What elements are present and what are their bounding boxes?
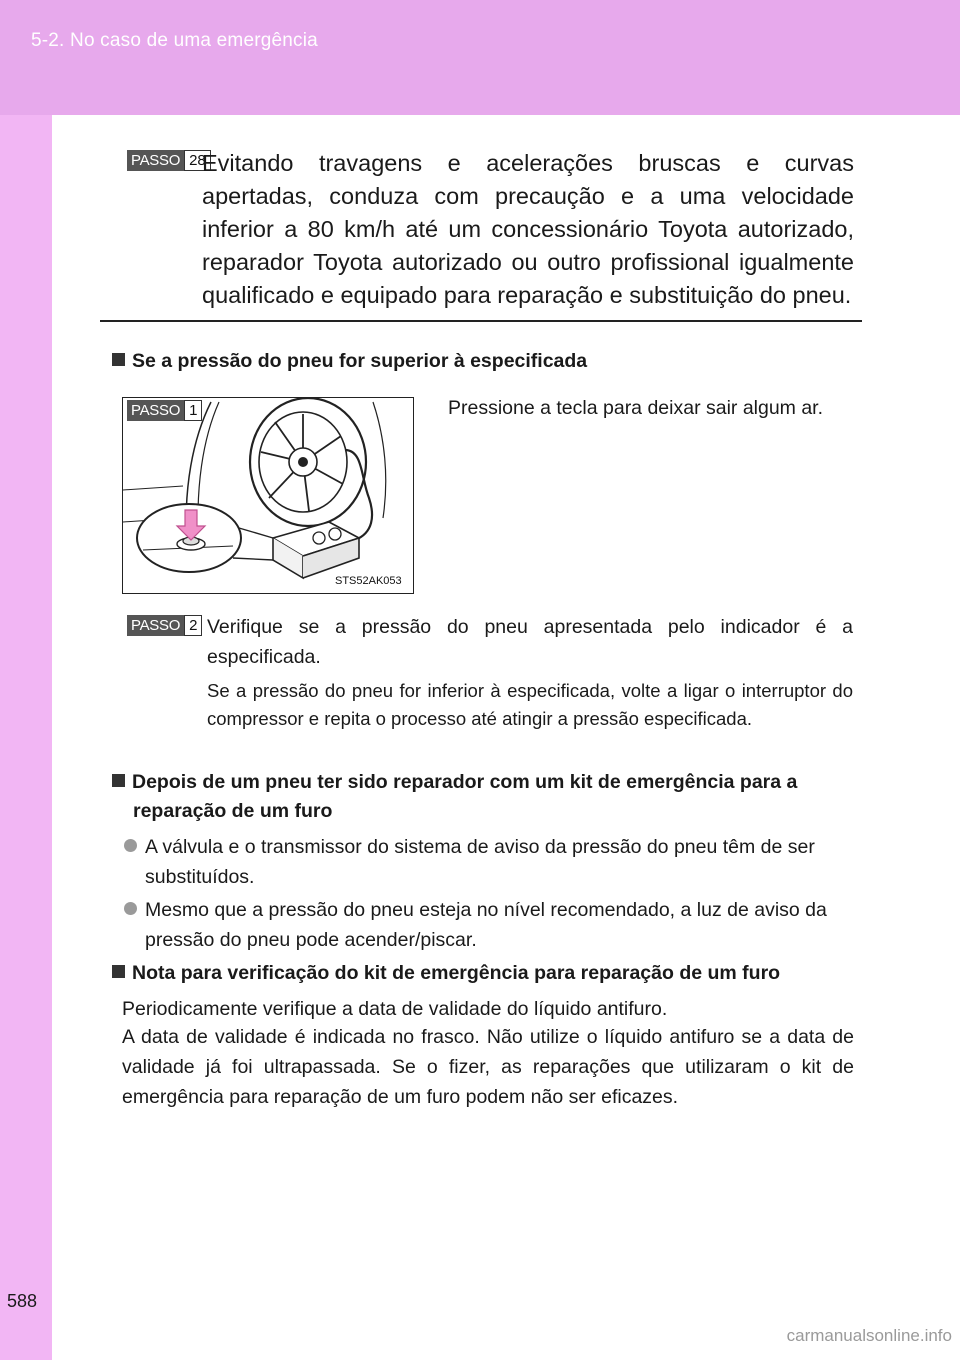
step-badge-2 (127, 615, 202, 636)
circle-bullet-icon (124, 839, 137, 852)
step-badge-number: 1 (184, 400, 202, 421)
step-badge-number: 28 (184, 150, 211, 171)
heading-high-pressure (112, 347, 862, 376)
kit-check-text-2: A data de validade é indicada no frasco. Não utilize o líquido antifuro se a data de validade já foi ultrapassada. Se o fizer, as reparações que utilizaram o kit de emergência para reparação de um furo podem não ser eficazes. (122, 1026, 854, 1108)
figure-code: STS52AK053 (335, 575, 402, 587)
heading-kit-check (112, 959, 862, 988)
step-28-text: Evitando travagens e acelerações bruscas e curvas apertadas, conduza com precaução e a uma velocidade inferior a 80 km/h até um concessionário Toyota autorizado, reparador Toyota autorizado ou outro profissional igualmente qualificado e equipado para reparação e substituição do pneu. (202, 150, 854, 308)
step-1-text: Pressione a tecla para deixar sair algum ar. (448, 397, 824, 419)
tire-compressor-drawing (123, 398, 414, 594)
compressor-illustration (122, 397, 414, 594)
step-badge-label: PASSO (127, 400, 184, 421)
heading-high-pressure-text: Se a pressão do pneu for superior à especificada (132, 350, 588, 372)
list-item (124, 832, 844, 892)
step-badge-28 (127, 150, 211, 171)
heading-kit-check-text: Nota para verificação do kit de emergência para reparação de um furo (132, 962, 781, 984)
step-badge-label: PASSO (127, 615, 184, 636)
kit-check-text-1: Periodicamente verifique a data de validade do líquido antifuro. (122, 998, 668, 1020)
side-margin-band (0, 115, 52, 1360)
watermark: carmanualsonline.info (786, 1326, 952, 1345)
step-2-text: Verifique se a pressão do pneu apresentada pelo indicador é a especificada. (207, 616, 853, 668)
page-number: 588 (7, 1291, 38, 1311)
square-bullet-icon (112, 774, 125, 787)
square-bullet-icon (112, 353, 125, 366)
list-item (124, 895, 844, 955)
section-title: 5-2. No caso de uma emergência (31, 30, 318, 51)
heading-after-repair (112, 768, 854, 826)
list-item-text: Mesmo que a pressão do pneu esteja no nível recomendado, a luz de aviso da pressão do pneu pode acender/piscar. (145, 899, 827, 951)
step-2-note: Se a pressão do pneu for inferior à especificada, volte a ligar o interruptor do compressor e repita o processo até atingir a pressão especificada. (207, 680, 853, 729)
step-badge-1 (127, 400, 202, 421)
divider (100, 320, 862, 322)
heading-after-repair-text: Depois de um pneu ter sido reparador com um kit de emergência para a reparação de um furo (132, 771, 798, 822)
circle-bullet-icon (124, 902, 137, 915)
list-item-text: A válvula e o transmissor do sistema de aviso da pressão do pneu têm de ser substituídos. (145, 836, 815, 888)
step-badge-label: PASSO (127, 150, 184, 171)
header-band (0, 0, 960, 115)
step-badge-number: 2 (184, 615, 202, 636)
square-bullet-icon (112, 965, 125, 978)
